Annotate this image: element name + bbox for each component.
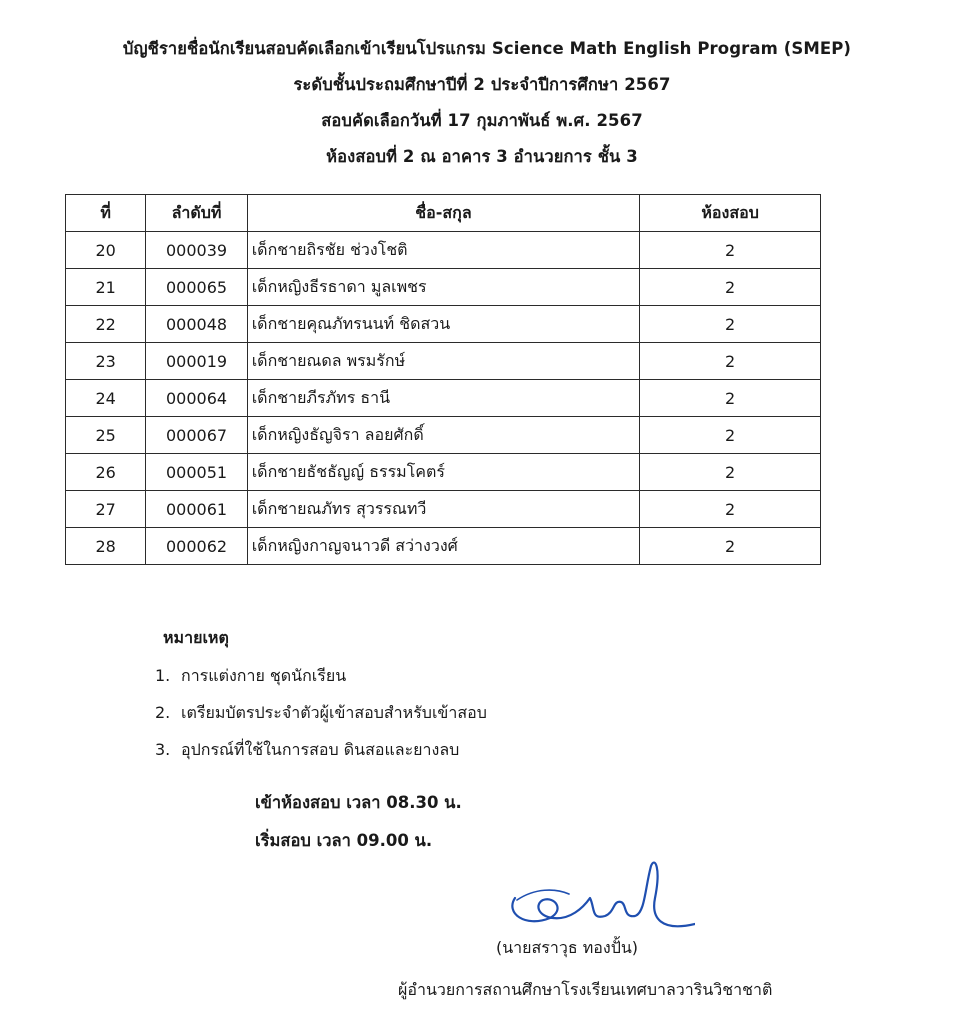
row-id: 000064: [146, 380, 247, 417]
header-id: ลำดับที่: [146, 195, 247, 232]
note-item: [155, 702, 487, 724]
table-row: [66, 491, 821, 528]
signatory-name: (นายสราวุธ ทองปั้น): [496, 938, 639, 957]
row-no: 20: [66, 232, 146, 269]
row-id: 000048: [146, 306, 247, 343]
table-row: [66, 343, 821, 380]
row-id: 000061: [146, 491, 247, 528]
student-roster-table: [65, 194, 821, 565]
note-item: [155, 739, 487, 761]
document-header: [0, 38, 964, 182]
row-name: เด็กชายธัชธัญญ์ ธรรมโคตร์: [247, 454, 640, 491]
row-no: 21: [66, 269, 146, 306]
note-text: การแต่งกาย ชุดนักเรียน: [181, 666, 347, 685]
table-row: [66, 417, 821, 454]
table-row: [66, 232, 821, 269]
row-room: 2: [640, 380, 821, 417]
row-id: 000051: [146, 454, 247, 491]
title-line-3: สอบคัดเลือกวันที่ 17 กุมภาพันธ์ พ.ศ. 2567: [321, 111, 643, 130]
row-id: 000062: [146, 528, 247, 565]
row-no: 27: [66, 491, 146, 528]
row-room: 2: [640, 306, 821, 343]
row-name: เด็กชายภีรภัทร ธานี: [247, 380, 640, 417]
table-row: [66, 380, 821, 417]
table-row: [66, 269, 821, 306]
note-number: 1.: [155, 666, 171, 685]
row-no: 22: [66, 306, 146, 343]
row-no: 25: [66, 417, 146, 454]
header-room: ห้องสอบ: [640, 195, 821, 232]
header-no: ที่: [66, 195, 146, 232]
row-no: 24: [66, 380, 146, 417]
title-line-1: บัญชีรายชื่อนักเรียนสอบคัดเลือกเข้าเรียนโปรแกรม Science Math English Program (SMEP): [122, 39, 852, 58]
row-room: 2: [640, 491, 821, 528]
row-room: 2: [640, 232, 821, 269]
note-number: 2.: [155, 703, 171, 722]
exam-start-time: เริ่มสอบ เวลา 09.00 น.: [255, 831, 433, 850]
title-line-2: ระดับชั้นประถมศึกษาปีที่ 2 ประจำปีการศึกษา 2567: [293, 75, 671, 94]
signatory-title: ผู้อำนวยการสถานศึกษาโรงเรียนเทศบาลวารินวิชาชาติ: [398, 980, 773, 999]
notes-heading: หมายเหตุ: [163, 628, 229, 647]
row-no: 28: [66, 528, 146, 565]
notes-section: [155, 626, 487, 776]
row-name: เด็กชายคุณภัทรนนท์ ชิดสวน: [247, 306, 640, 343]
row-id: 000067: [146, 417, 247, 454]
row-room: 2: [640, 343, 821, 380]
row-name: เด็กหญิงธัญจิรา ลอยศักดิ์: [247, 417, 640, 454]
row-room: 2: [640, 528, 821, 565]
row-room: 2: [640, 454, 821, 491]
row-name: เด็กชายณภัทร สุวรรณทวี: [247, 491, 640, 528]
row-name: เด็กชายถิรชัย ช่วงโชติ: [247, 232, 640, 269]
table-row: [66, 454, 821, 491]
table-row: [66, 528, 821, 565]
row-id: 000019: [146, 343, 247, 380]
row-room: 2: [640, 417, 821, 454]
row-room: 2: [640, 269, 821, 306]
note-text: เตรียมบัตรประจำตัวผู้เข้าสอบสำหรับเข้าสอบ: [181, 703, 487, 722]
row-no: 26: [66, 454, 146, 491]
exam-times: [255, 792, 462, 868]
row-name: เด็กหญิงธีรธาดา มูลเพชร: [247, 269, 640, 306]
table-header-row: [66, 195, 821, 232]
row-id: 000039: [146, 232, 247, 269]
header-name: ชื่อ-สกุล: [247, 195, 640, 232]
row-name: เด็กชายณดล พรมรักษ์: [247, 343, 640, 380]
note-number: 3.: [155, 740, 171, 759]
enter-room-time: เข้าห้องสอบ เวลา 08.30 น.: [255, 793, 462, 812]
handwritten-signature: [495, 858, 695, 938]
row-name: เด็กหญิงกาญจนาวดี สว่างวงศ์: [247, 528, 640, 565]
note-text: อุปกรณ์ที่ใช้ในการสอบ ดินสอและยางลบ: [181, 740, 460, 759]
row-no: 23: [66, 343, 146, 380]
title-line-4: ห้องสอบที่ 2 ณ อาคาร 3 อำนวยการ ชั้น 3: [326, 147, 638, 166]
row-id: 000065: [146, 269, 247, 306]
table-row: [66, 306, 821, 343]
note-item: [155, 665, 487, 687]
